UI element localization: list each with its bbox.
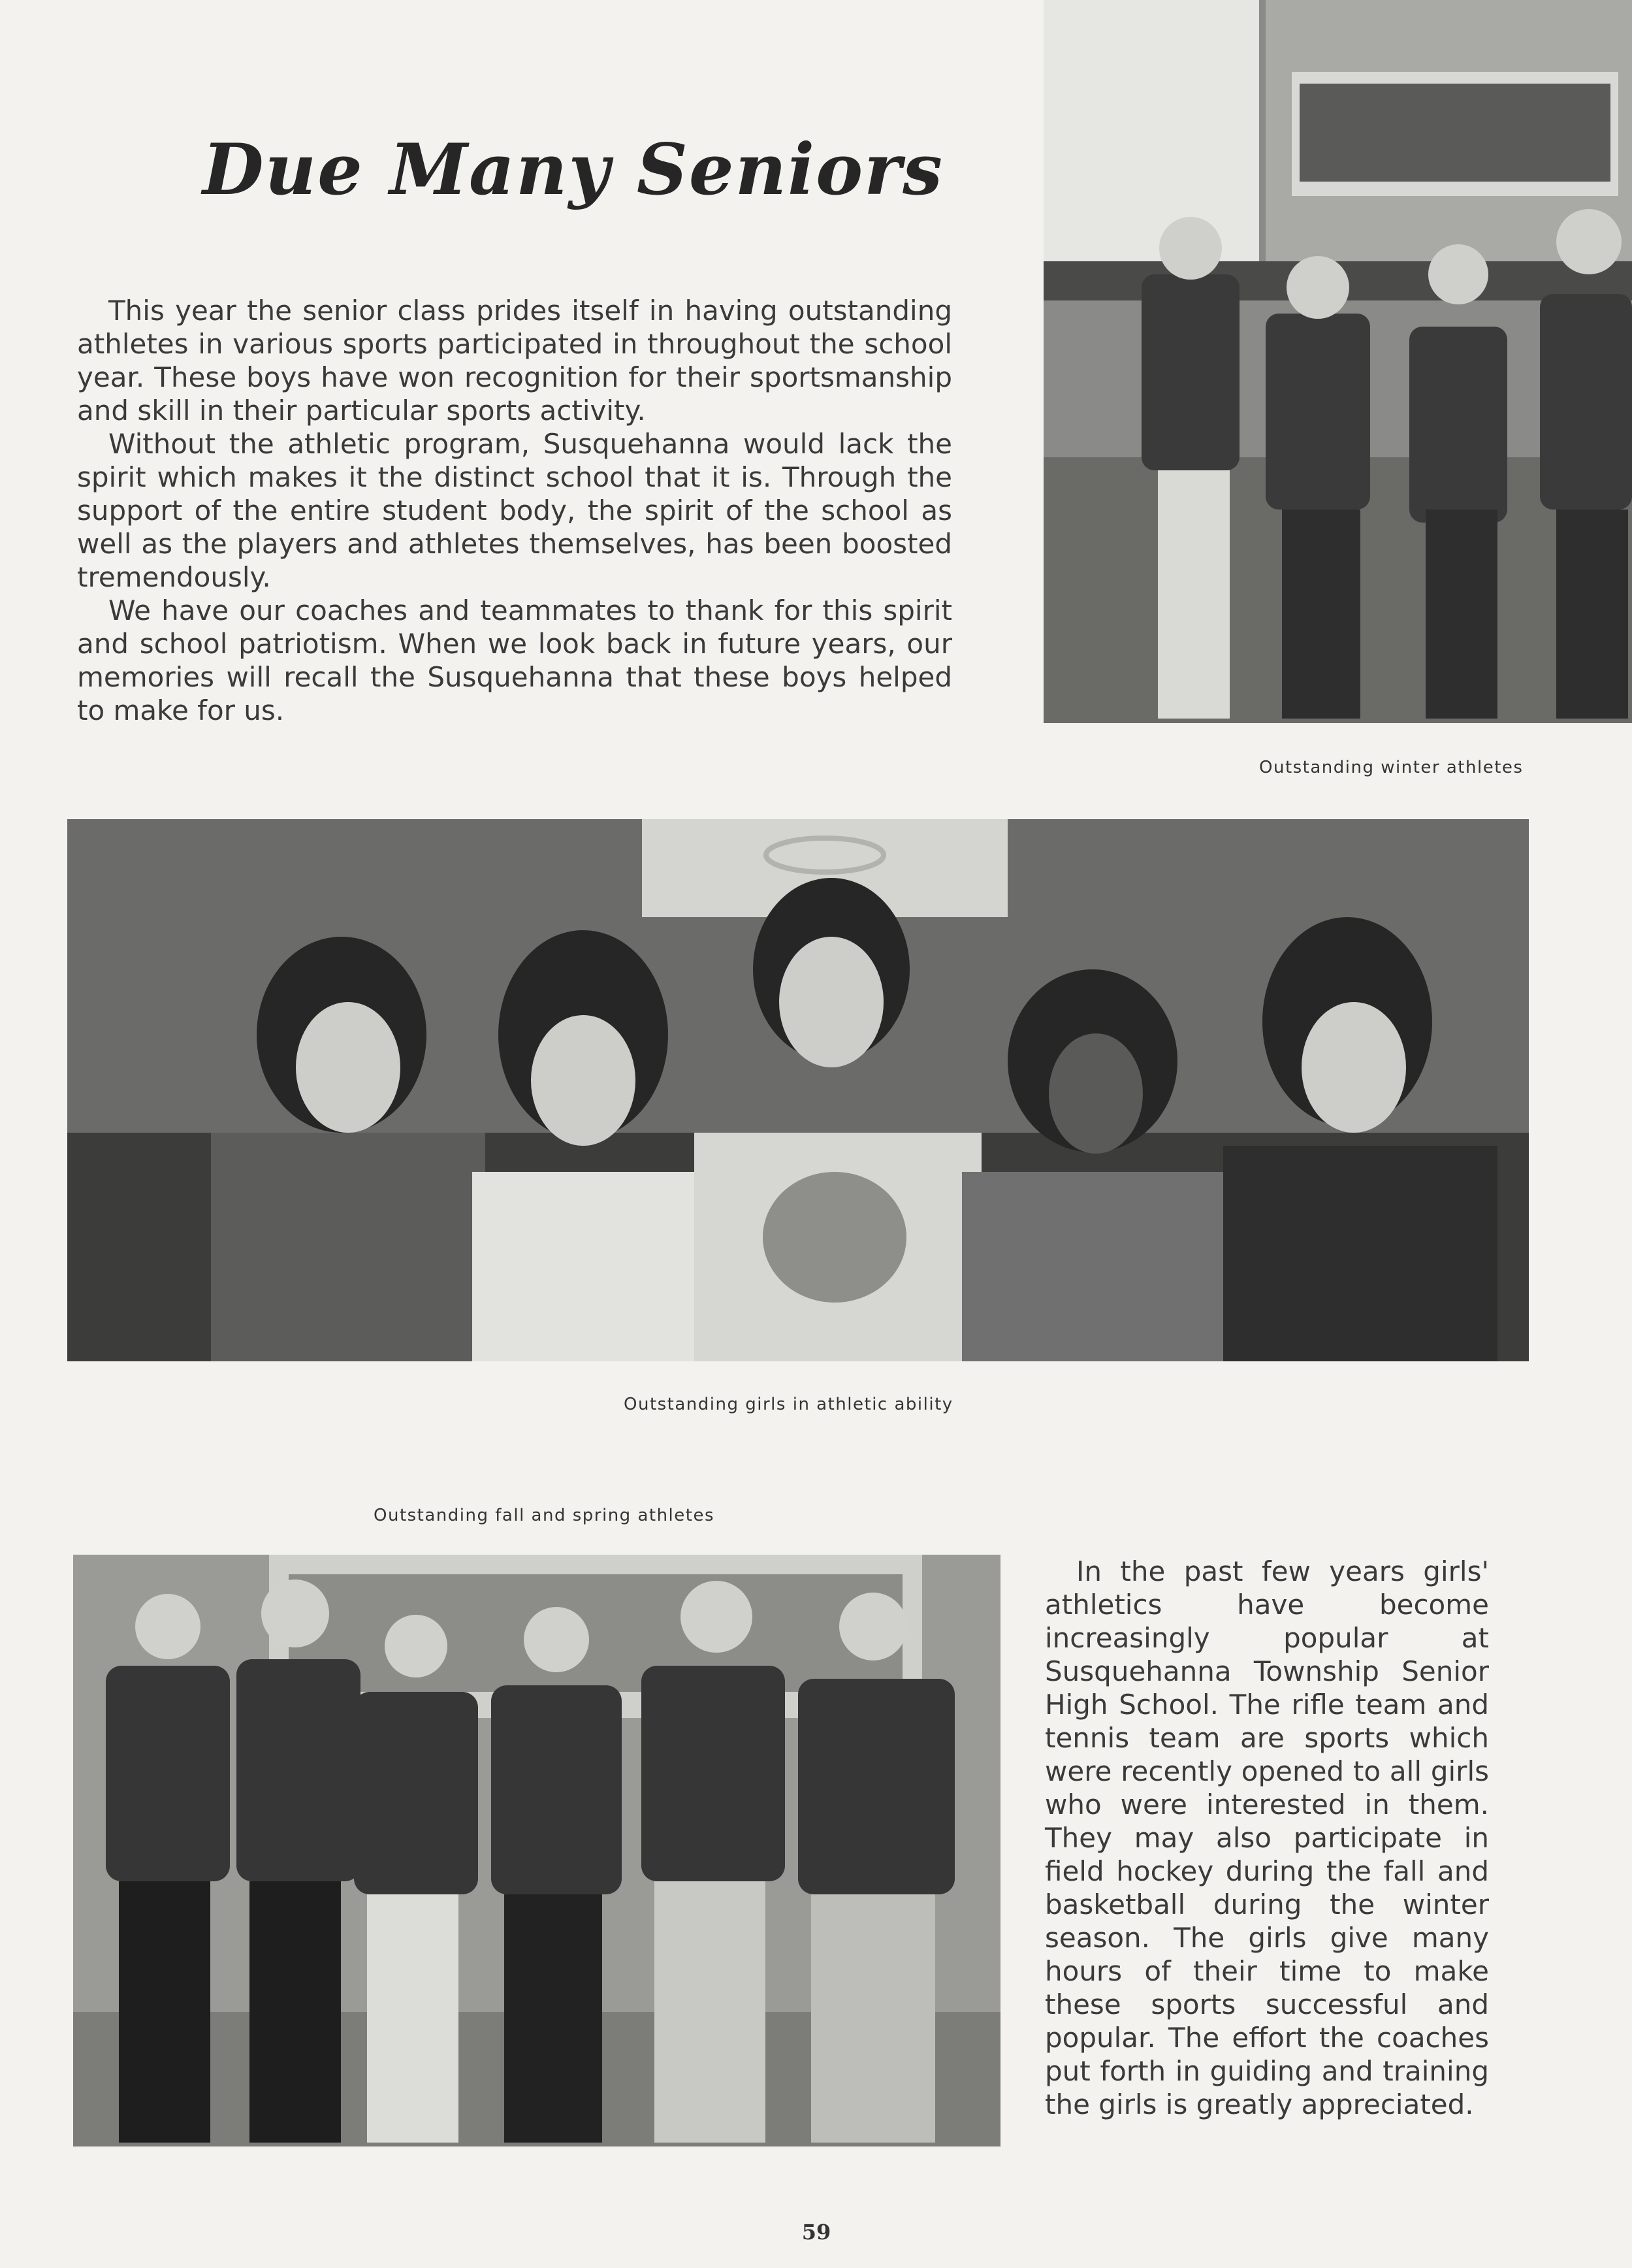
girls-athletes-photo [67,819,1529,1361]
intro-paragraph-3: We have our coaches and teammates to thank for this spirit and school patriotism. When we look back in future years, our memories will recall the Susquehanna that these boys helped to make for us. [77,594,952,726]
page-number: 59 [801,2220,831,2244]
side-text [1045,1555,1489,2121]
intro-text [77,294,952,727]
caption-fall-spring-athletes: Outstanding fall and spring athletes [374,1506,715,1525]
side-paragraph-1: In the past few years girls' athletics have become increasingly popular at Susquehanna Township Senior High School. The rifle team and tennis team are sports which were recently opened to all girls who were interested in them. They may also participate in field hockey during the fall and basketball during the winter season. The girls give many hours of their time to make these sports successful and popular. The effort the coaches put forth in guiding and training the girls is greatly appreciated. [1045,1555,1489,2120]
intro-paragraph-2: Without the athletic program, Susquehanna would lack the spirit which makes it the distinct school that it is. Through the support of the entire student body, the spirit of the school as well as the players and athletes themselves, has been boosted tremendously. [77,428,952,593]
fall-spring-athletes-photo [73,1555,1000,2146]
caption-girls-athletes: Outstanding girls in athletic ability [624,1395,953,1414]
intro-paragraph-1: This year the senior class prides itself in having outstanding athletes in various sports participated in throughout the school year. These boys have won recognition for their sportsmanship and skill in their particular sports activity. [77,295,952,427]
winter-athletes-photo [1044,0,1632,723]
page-title: Due Many Seniors [202,129,944,211]
caption-winter-athletes: Outstanding winter athletes [1259,758,1524,777]
